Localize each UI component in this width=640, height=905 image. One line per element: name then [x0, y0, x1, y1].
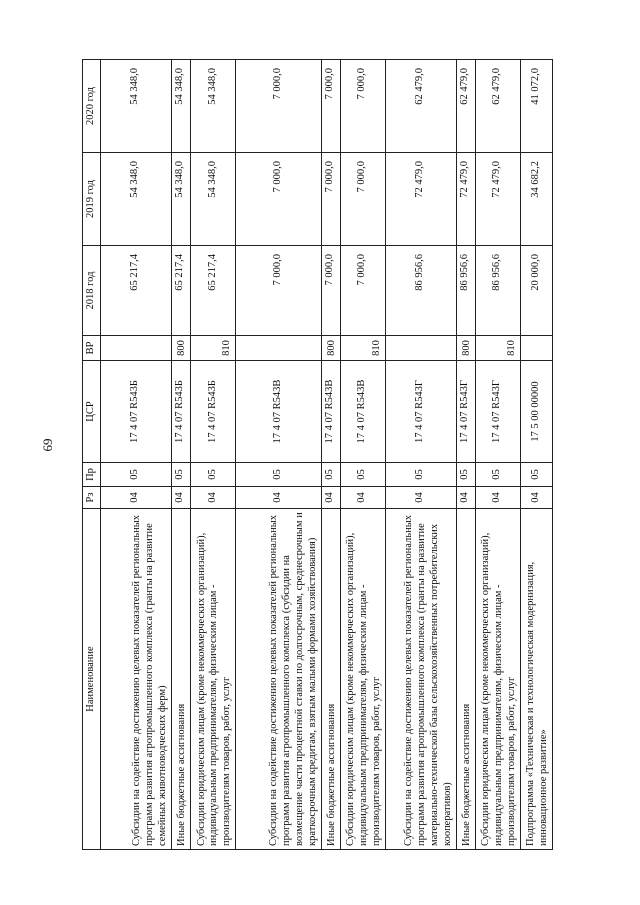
rotated-table-frame — [82, 60, 553, 850]
row-2019: 72 479,0 — [475, 153, 520, 246]
row-rz: 04 — [321, 487, 340, 509]
table-row — [456, 60, 475, 850]
row-csr: 17 4 07 R543Б — [190, 361, 235, 463]
row-2018: 65 217,4 — [101, 246, 172, 336]
row-csr: 17 4 07 R543В — [340, 361, 385, 463]
table-row — [321, 60, 340, 850]
row-rz: 04 — [456, 487, 475, 509]
row-2020: 7 000,0 — [340, 60, 385, 153]
header-2020: 2020 год — [83, 60, 101, 153]
row-csr: 17 4 07 R543Г — [456, 361, 475, 463]
row-2019: 72 479,0 — [456, 153, 475, 246]
table-row — [190, 60, 235, 850]
row-2018: 86 956,6 — [385, 246, 456, 336]
table-row — [520, 60, 552, 850]
table-row — [171, 60, 190, 850]
row-2020: 54 348,0 — [101, 60, 172, 153]
row-2019: 7 000,0 — [321, 153, 340, 246]
row-2019: 54 348,0 — [171, 153, 190, 246]
row-2020: 62 479,0 — [456, 60, 475, 153]
row-rz: 04 — [520, 487, 552, 509]
row-rz: 04 — [235, 487, 321, 509]
row-2020: 54 348,0 — [190, 60, 235, 153]
row-vr: 810 — [475, 336, 520, 361]
row-rz: 04 — [385, 487, 456, 509]
header-csr: ЦСР — [83, 361, 101, 463]
row-csr: 17 4 07 R543Б — [171, 361, 190, 463]
row-name: Субсидии юридическим лицам (кроме некоммерческих организаций), индивидуальным предпринимателям, физическим лицам - производителям товаров, работ, услуг — [475, 509, 520, 850]
row-pr: 05 — [321, 463, 340, 487]
row-vr: 800 — [321, 336, 340, 361]
row-2018: 7 000,0 — [235, 246, 321, 336]
table-row — [340, 60, 385, 850]
table-row — [385, 60, 456, 850]
row-2020: 54 348,0 — [171, 60, 190, 153]
row-2020: 62 479,0 — [475, 60, 520, 153]
table-row — [235, 60, 321, 850]
row-2018: 86 956,6 — [475, 246, 520, 336]
row-2018: 65 217,4 — [190, 246, 235, 336]
row-name: Иные бюджетные ассигнования — [321, 509, 340, 850]
row-2018: 20 000,0 — [520, 246, 552, 336]
row-2019: 54 348,0 — [190, 153, 235, 246]
row-vr: 800 — [456, 336, 475, 361]
row-rz: 04 — [475, 487, 520, 509]
row-2020: 41 072,0 — [520, 60, 552, 153]
row-2020: 7 000,0 — [235, 60, 321, 153]
header-rz: Рз — [83, 487, 101, 509]
row-vr: 800 — [171, 336, 190, 361]
row-2019: 72 479,0 — [385, 153, 456, 246]
row-pr: 05 — [520, 463, 552, 487]
table-header-row — [83, 60, 101, 850]
budget-table — [82, 59, 553, 850]
row-rz: 04 — [171, 487, 190, 509]
row-pr: 05 — [171, 463, 190, 487]
page-number: 69 — [40, 438, 55, 452]
row-2018: 65 217,4 — [171, 246, 190, 336]
row-csr: 17 4 07 R543Г — [475, 361, 520, 463]
row-2019: 7 000,0 — [235, 153, 321, 246]
row-vr: 810 — [190, 336, 235, 361]
row-vr — [520, 336, 552, 361]
row-pr: 05 — [340, 463, 385, 487]
row-name: Субсидии на содействие достижению целевых показателей региональных программ развития агропромышленного комплекса (гранты на развитие семейных животноводческих ферм) — [101, 509, 172, 850]
row-name: Иные бюджетные ассигнования — [456, 509, 475, 850]
row-pr: 05 — [190, 463, 235, 487]
row-rz: 04 — [101, 487, 172, 509]
row-2018: 7 000,0 — [340, 246, 385, 336]
row-csr: 17 4 07 R543Г — [385, 361, 456, 463]
row-vr — [235, 336, 321, 361]
row-2019: 54 348,0 — [101, 153, 172, 246]
row-pr: 05 — [385, 463, 456, 487]
table-row — [101, 60, 172, 850]
row-rz: 04 — [340, 487, 385, 509]
header-pr: Пр — [83, 463, 101, 487]
row-name: Иные бюджетные ассигнования — [171, 509, 190, 850]
table-row — [475, 60, 520, 850]
budget-table-container — [82, 60, 553, 850]
header-vr: ВР — [83, 336, 101, 361]
row-csr: 17 4 07 R543В — [321, 361, 340, 463]
row-2020: 62 479,0 — [385, 60, 456, 153]
row-csr: 17 4 07 R543Б — [101, 361, 172, 463]
row-pr: 05 — [235, 463, 321, 487]
row-pr: 05 — [101, 463, 172, 487]
row-2020: 7 000,0 — [321, 60, 340, 153]
row-csr: 17 4 07 R543В — [235, 361, 321, 463]
row-name: Подпрограмма «Техническая и технологическая модернизация, инновационное развитие» — [520, 509, 552, 850]
row-2019: 7 000,0 — [340, 153, 385, 246]
row-pr: 05 — [475, 463, 520, 487]
header-2018: 2018 год — [83, 246, 101, 336]
row-vr: 810 — [340, 336, 385, 361]
row-name: Субсидии на содействие достижению целевых показателей региональных программ развития агропромышленного комплекса (субсидии на возмещение части процентной ставки по долгосрочным, среднесрочным и краткосрочным кредитам, взятым малыми формами хозяйствования) — [235, 509, 321, 850]
row-name: Субсидии на содействие достижению целевых показателей региональных программ развития агропромышленного комплекса (гранты на развитие материально-технической базы сельскохозяйственных потребительских кооперативов) — [385, 509, 456, 850]
row-rz: 04 — [190, 487, 235, 509]
row-pr: 05 — [456, 463, 475, 487]
row-name: Субсидии юридическим лицам (кроме некоммерческих организаций), индивидуальным предпринимателям, физическим лицам - производителям товаров, работ, услуг — [340, 509, 385, 850]
row-2018: 86 956,6 — [456, 246, 475, 336]
row-vr — [101, 336, 172, 361]
row-vr — [385, 336, 456, 361]
row-2018: 7 000,0 — [321, 246, 340, 336]
row-2019: 34 682,2 — [520, 153, 552, 246]
header-2019: 2019 год — [83, 153, 101, 246]
header-name: Наименование — [83, 509, 101, 850]
row-csr: 17 5 00 00000 — [520, 361, 552, 463]
row-name: Субсидии юридическим лицам (кроме некоммерческих организаций), индивидуальным предпринимателям, физическим лицам - производителям товаров, работ, услуг — [190, 509, 235, 850]
